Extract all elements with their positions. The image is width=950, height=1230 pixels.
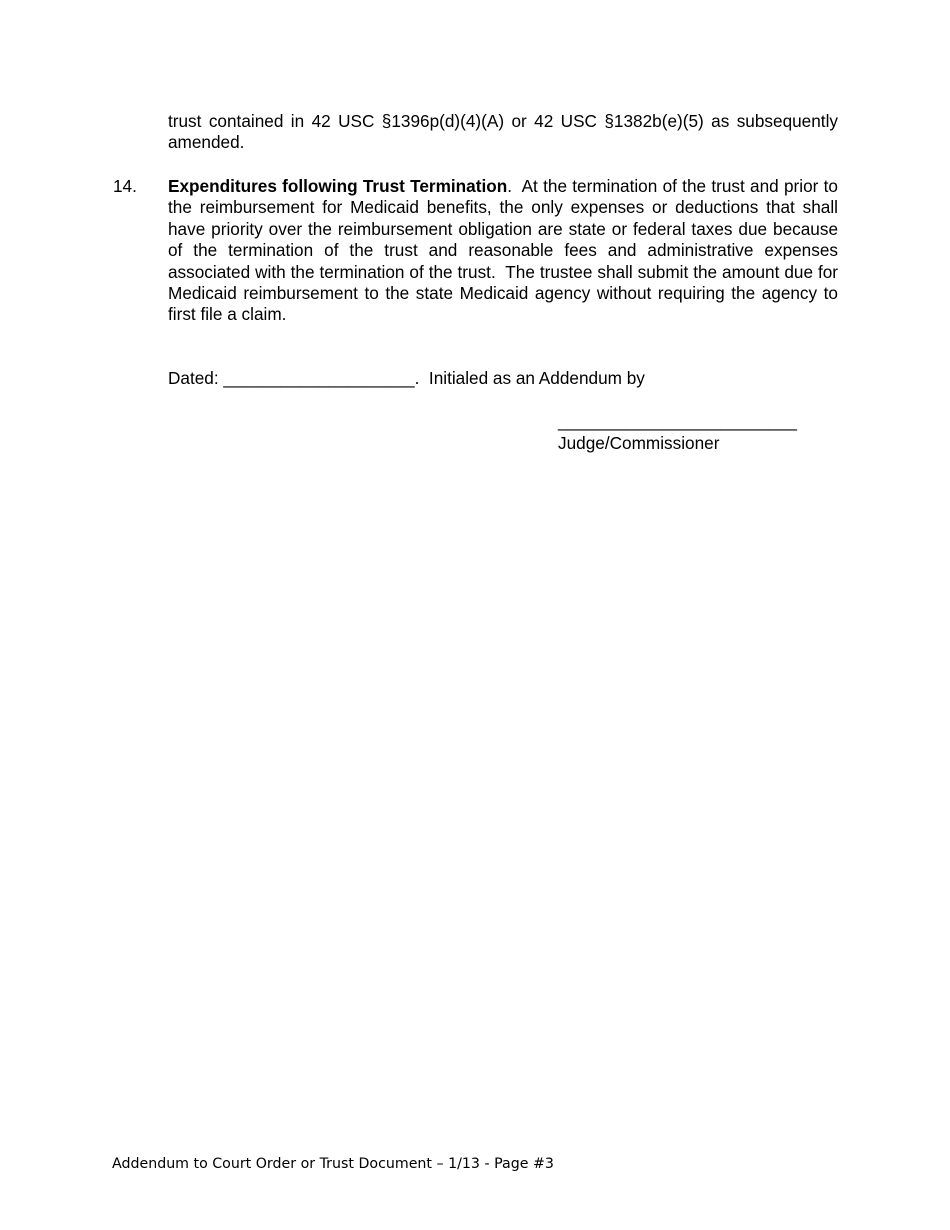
signature-caption: Judge/Commissioner	[558, 433, 720, 453]
dated-line: Dated: ____________________. Initialed as an Addendum by	[168, 368, 645, 388]
item-14-paragraph	[168, 176, 843, 326]
signature-blank: _________________________	[558, 411, 797, 431]
item-heading: Expenditures following Trust Termination	[168, 176, 508, 196]
item-body-text: At the termination of the trust and prior to the reimbursement for Medicaid benefits, the only expenses or deductions that shall have priority over the reimbursement obligation are state or federal taxes due because of the termination of the trust and reasonable fees and administrative expenses associated with the termination of the trust. The trustee shall submit the amount due for Medicaid reimbursement to the state Medicaid agency without requiring the agency to first file a claim.	[168, 176, 843, 325]
item-number: 14.	[113, 176, 137, 196]
item-heading-period: .	[507, 176, 512, 196]
continuation-paragraph: trust contained in 42 USC §1396p(d)(4)(A) or 42 USC §1382b(e)(5) as subsequently amended.	[168, 111, 838, 153]
page-footer: Addendum to Court Order or Trust Document – 1/13 - Page #3	[112, 1156, 554, 1172]
